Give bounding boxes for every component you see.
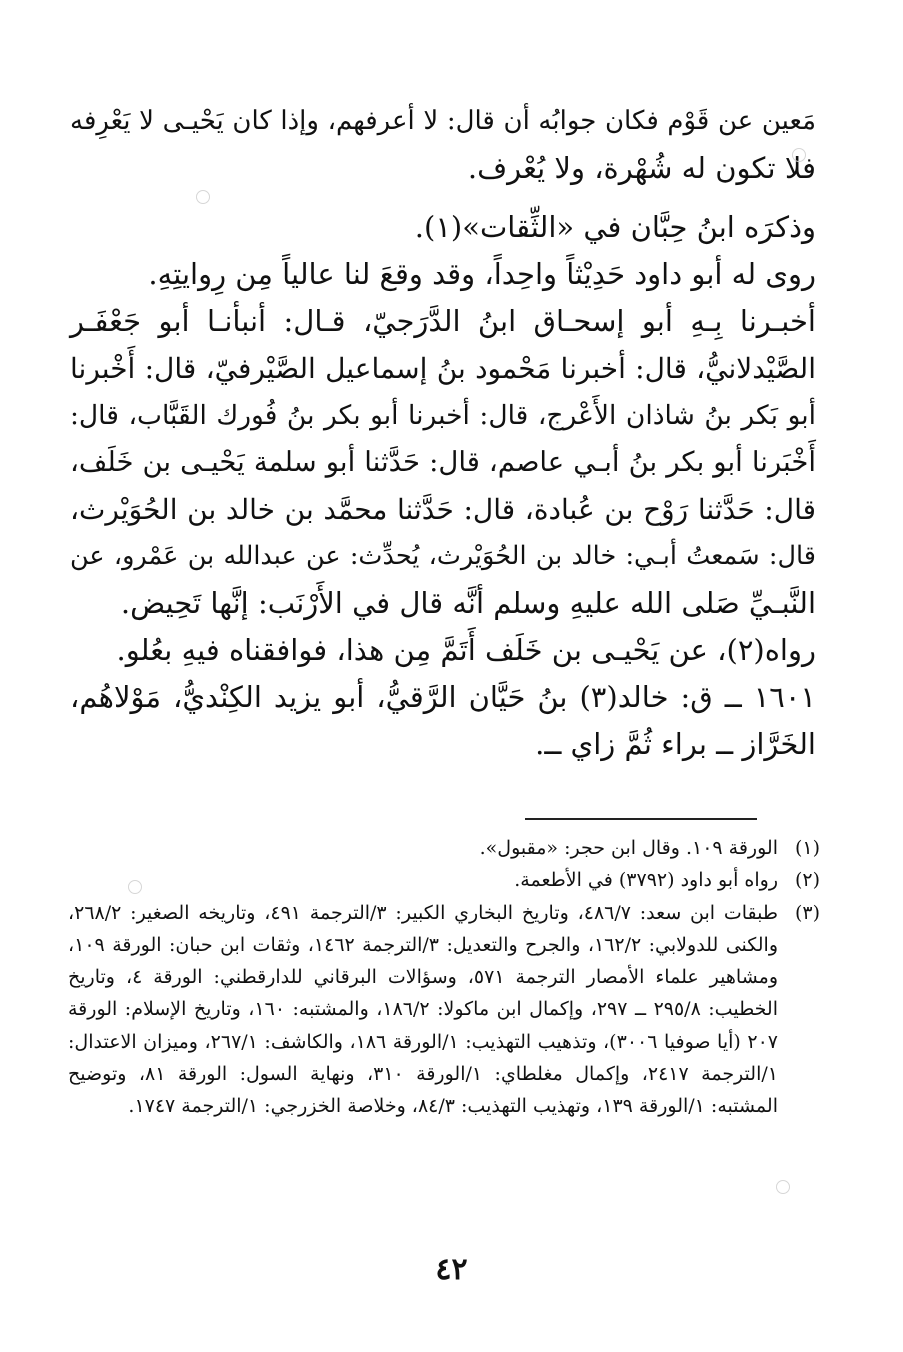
text-line: فلا تكون له شُهْرة، ولا يُعْرف. <box>467 151 816 185</box>
scan-speck <box>128 880 142 894</box>
footnote-number: (٢) <box>794 869 820 892</box>
paragraph-gap <box>70 192 816 204</box>
text-line: قال: حَدَّثنا رَوْح بن عُبادة، قال: حَدَّثنا محمَّد بن خالد بن الحُوَيْرث، <box>70 493 816 526</box>
text-line: أبو بَكر بنُ شاذان الأَعْرج، قال: أخبرنا أبو بكر بنُ فُورك القَبَّاب، قال: <box>70 400 816 431</box>
scan-speck <box>776 1180 790 1194</box>
footnotes <box>68 832 820 1123</box>
footnote-text: رواه أبو داود (٣٧٩٢) في الأطعمة. <box>514 869 778 892</box>
text-line: رواه(٢)، عن يَحْيـى بن خَلَف أَتَمَّ مِن هذا، فوافقناه فيهِ بعُلو. <box>116 633 816 667</box>
text-line: الصَّيْدلانيُّ، قال: أخبرنا مَحْمود بنُ إسماعيل الصَّيْرفيّ، قال: أَخْبرنا <box>70 352 816 385</box>
scan-speck <box>196 190 210 204</box>
text-line: مَعين عن قَوْم فكان جوابُه أن قال: لا أعرفهم، وإذا كان يَحْيـى لا يَعْرِفه <box>70 106 816 136</box>
text-line: الخَرَّاز ــ براء ثُمَّ زاي ــ. <box>535 727 816 761</box>
main-text <box>70 98 816 768</box>
footnote-divider <box>525 818 757 820</box>
footnote <box>68 832 820 864</box>
text-line: وذكرَه ابنُ حِبَّان في «الثِّقات»(١). <box>414 210 816 244</box>
footnote-text: طبقات ابن سعد: ٤٨٦/٧، وتاريخ البخاري الكبير: ٣/الترجمة ٤٩١، وتاريخه الصغير: ٢٦٨/٢، والكنى للدولابي: ١٦٢/٢، والجرح والتعديل: ٣/الترجمة ١٤٦٢، وثقات ابن حبان: الورقة ١٠٩، ومشاهير علماء الأمصار الترجمة ٥٧١، وسؤالات البرقاني للدارقطني: الورقة ٤، وتاريخ الخطيب: ٢٩٥/٨ ــ ٢٩٧، وإكمال ابن ماكولا: ١٨٦/٢، والمشتبه: ١٦٠، وتاريخ الإسلام: الورقة ٢٠٧ (أيا صوفيا ٣٠٠٦)، وتذهيب التهذيب: ١/الورقة ١٨٦، والكاشف: ٢٦٧/١، وميزان الاعتدال: ١/الترجمة ٢٤١٧، وإكمال مغلطاي: ١/الورقة ٣١٠، ونهاية السول: الورقة ٨١، وتوضيح المشتبه: ١/الورقة ١٣٩، وتهذيب التهذيب: ٨٤/٣، وخلاصة الخزرجي: ١/الترجمة ١٧٤٧. <box>68 901 779 1118</box>
footnote <box>68 864 820 896</box>
text-line: روى له أبو داود حَدِيْثاً واحِداً، وقد وقعَ لنا عالياً مِن رِوايتِهِ. <box>148 257 816 291</box>
scan-speck <box>792 148 806 162</box>
text-line: أخبـرنا بِـهِ أبو إسحـاق ابنُ الدَّرَجيّ، قـال: أنبأنـا أبو جَعْفَـر <box>70 304 816 338</box>
footnote-text: الورقة ١٠٩. وقال ابن حجر: «مقبول». <box>479 837 778 859</box>
text-line: أَخْبَرنا أبو بكر بنُ أبـي عاصم، قال: حَدَّثنا أبو سلمة يَحْيـى بن خَلَف، <box>70 446 816 478</box>
page-number: ٤٢ <box>435 1252 468 1287</box>
footnote <box>68 897 820 1123</box>
text-line: قال: سَمعتُ أبـي: خالد بن الحُوَيْرث، يُحدِّث: عن عبدالله بن عَمْرو، عن <box>70 541 816 571</box>
footnote-number: (٣) <box>794 901 820 924</box>
footnote-number: (١) <box>794 837 820 859</box>
text-line: النَّبـيِّ صَلى الله عليهِ وسلم أنَّه قال في الأَرْنَب: إنَّها تَحِيض. <box>120 586 816 620</box>
text-line: ١٦٠١ ــ ق: خالد(٣) بنُ حَيَّان الرَّقيُّ، أبو يزيد الكِنْديُّ، مَوْلاهُم، <box>70 680 816 714</box>
